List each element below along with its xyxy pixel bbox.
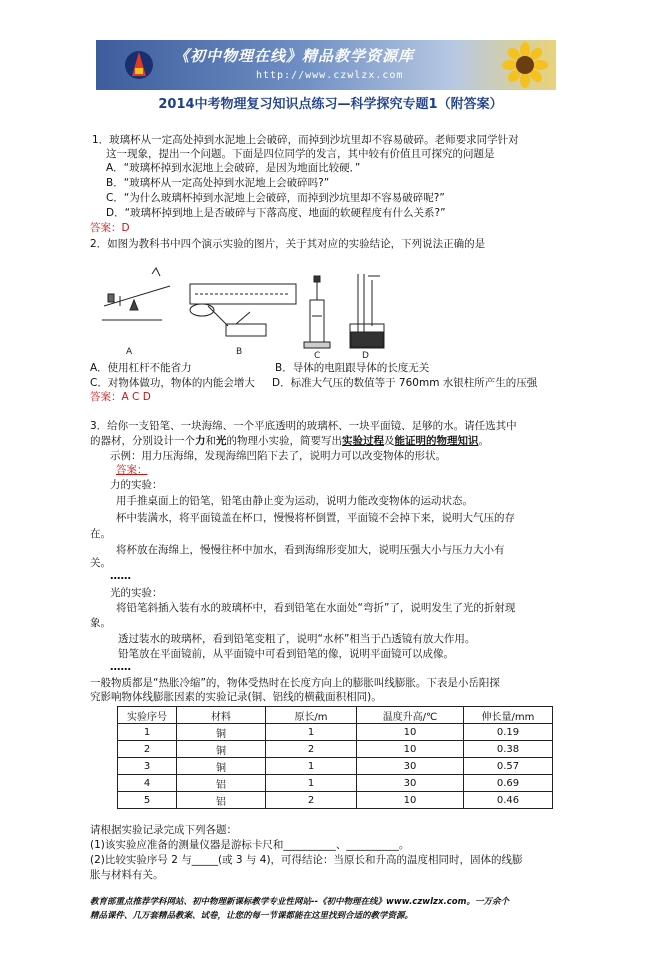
sunflower-icon	[502, 42, 548, 88]
table-cell: 2	[266, 792, 357, 809]
q3-force-2a: 杯中装满水，将平面镜盖在杯口，慢慢将杯倒置，平面镜不会掉下来，说明大气压的存	[116, 512, 515, 524]
figure-label-c: C	[314, 351, 321, 361]
table-cell: 铜	[177, 724, 266, 741]
table-cell: 2	[118, 741, 177, 758]
q2-answer: 答案：A C D	[90, 391, 151, 403]
table-cell: 0.19	[464, 724, 553, 741]
table-cell: 0.38	[464, 741, 553, 758]
q3-keyword-light: 光	[216, 435, 227, 447]
q2-option-a: A．使用杠杆不能省力	[90, 362, 192, 374]
figure-d-torricelli	[350, 274, 384, 348]
q3-example: 示例：用力压海绵，发现海绵凹陷下去了，说明力可以改变物体的形状。	[110, 450, 446, 462]
q4-stem-line1: 一般物质都是“热胀冷缩”的，物体受热时在长度方向上的膨胀叫线膨胀。下表是小岳阳探	[90, 677, 500, 689]
table-cell: 铝	[177, 792, 266, 809]
q3-stem-part5: 。	[478, 435, 489, 447]
table-header-row	[118, 707, 553, 724]
table-header-cell: 原长/m	[266, 707, 357, 724]
q3-light-ellipsis: ……	[110, 661, 131, 673]
table-row	[118, 724, 553, 741]
table-header-cell: 实验序号	[118, 707, 177, 724]
q1-option-c: C．“为什么玻璃杯掉到水泥地上会破碎，而掉到沙坑里却不容易破碎呢?”	[106, 192, 445, 204]
footer-line2: 精品课件、几万套精品教案、试卷，让您的每一节课都能在这里找到合适的教学资源。	[90, 911, 414, 921]
q3-force-heading: 力的实验：	[110, 479, 163, 491]
q2-stem: 2．如图为教科书中四个演示实验的图片，关于其对应的实验结论，下列说法正确的是	[90, 238, 486, 250]
q3-stem-part4: 及	[384, 435, 395, 447]
q1-stem-line1: 1．玻璃杯从一定高处掉到水泥地上会破碎，而掉到沙坑里却不容易破碎。老师要求同学针对	[92, 134, 519, 146]
footer-line1: 教育部重点推荐学科网站、初中物理新课标教学专业性网站--《初中物理在线》www.czwlzx.com。一万余个	[90, 897, 509, 907]
q3-light-3: 铅笔放在平面镜前，从平面镜中可看到铅笔的像，说明平面镜可以成像。	[118, 648, 454, 660]
logo-icon	[124, 46, 154, 84]
table-cell: 30	[357, 758, 464, 775]
table-header-cell: 伸长量/mm	[464, 707, 553, 724]
table-header-cell: 材料	[177, 707, 266, 724]
q3-force-ellipsis: ……	[110, 570, 131, 582]
q4-instruction: 请根据实验记录完成下列各题：	[90, 824, 237, 836]
table-cell: 0.46	[464, 792, 553, 809]
figure-label-b: B	[236, 347, 243, 357]
q4-part1: (1)该实验应准备的测量仪器是游标卡尺和__________、__________。	[90, 839, 410, 851]
q3-light-2: 透过装水的玻璃杯，看到铅笔变粗了，说明“水杯”相当于凸透镜有放大作用。	[118, 633, 476, 645]
figure-b-resistance	[190, 284, 296, 336]
table-cell: 3	[118, 758, 177, 775]
q3-force-1: 用手推桌面上的铅笔，铅笔由静止变为运动，说明力能改变物体的运动状态。	[116, 495, 473, 507]
q3-force-3b: 关。	[90, 557, 111, 569]
table-cell: 1	[266, 724, 357, 741]
document-title: 2014中考物理复习知识点练习—科学探究专题1（附答案）	[158, 97, 503, 112]
table-cell: 0.57	[464, 758, 553, 775]
q3-stem-line1: 3．给你一支铅笔、一块海绵、一个平底透明的玻璃杯、一块平面镜、足够的水。请任选其中	[90, 420, 517, 432]
table-cell: 5	[118, 792, 177, 809]
q1-answer: 答案：D	[90, 222, 130, 234]
q4-part2-line1: (2)比较实验序号 2 与_____(或 3 与 4)，可得结论：当原长和升高的温度相同时，固体的线膨	[90, 854, 523, 866]
q2-option-c: C．对物体做功，物体的内能会增大	[90, 377, 255, 389]
table-cell: 2	[266, 741, 357, 758]
figure-label-a: A	[126, 347, 133, 357]
figure-c-air-pump	[304, 276, 330, 348]
q4-part2-line2: 胀与材料有关。	[90, 869, 164, 881]
table-cell: 4	[118, 775, 177, 792]
page-footer	[90, 895, 590, 923]
table-row	[118, 758, 553, 775]
banner-title: 《初中物理在线》精品教学资源库	[174, 47, 415, 65]
q1-option-a: A．“玻璃杯掉到水泥地上会破碎，是因为地面比较硬．”	[106, 162, 361, 174]
q2-experiment-figures	[100, 266, 400, 362]
q1-option-b: B．“玻璃杯从一定高处掉到水泥地上会破碎吗?”	[106, 177, 330, 189]
q3-stem-part1: 的器材，分别设计一个	[90, 435, 195, 447]
q3-force-2b: 在。	[90, 528, 111, 540]
table-cell: 10	[357, 724, 464, 741]
table-cell: 铝	[177, 775, 266, 792]
q4-stem-line2: 究影响物体线膨胀因素的实验记录(铜、铝线的横截面积相同)。	[90, 691, 382, 703]
expansion-data-table	[117, 706, 553, 809]
table-row	[118, 741, 553, 758]
figure-a-lever	[102, 268, 170, 320]
table-cell: 铜	[177, 741, 266, 758]
table-header-cell: 温度升高/℃	[357, 707, 464, 724]
table-cell: 10	[357, 741, 464, 758]
q1-option-d: D．“玻璃杯掉到地上是否破碎与下落高度、地面的软硬程度有什么关系?”	[106, 207, 446, 219]
table-row	[118, 775, 553, 792]
table-cell: 30	[357, 775, 464, 792]
q3-stem-line2	[90, 435, 489, 448]
figure-label-d: D	[362, 351, 369, 361]
table-cell: 铜	[177, 758, 266, 775]
q3-keyword-process: 实验过程	[342, 435, 384, 447]
table-cell: 0.69	[464, 775, 553, 792]
q2-option-d: D．标准大气压的数值等于 760mm 水银柱所产生的压强	[272, 377, 538, 389]
q3-light-1a: 将铅笔斜插入装有水的玻璃杯中，看到铅笔在水面处“弯折”了，说明发生了光的折射现	[116, 602, 516, 614]
q3-light-heading: 光的实验：	[110, 587, 163, 599]
table-cell: 10	[357, 792, 464, 809]
site-banner	[96, 40, 556, 90]
table-cell: 1	[266, 775, 357, 792]
q1-stem-line2: 这一现象，提出一个问题。下面是四位同学的发言，其中较有价值且可探究的问题是	[106, 148, 495, 160]
table-cell: 1	[266, 758, 357, 775]
q2-option-b: B．导体的电阻跟导体的长度无关	[275, 362, 430, 374]
q3-answer-label: 答案：	[116, 464, 148, 476]
q3-stem-part2: 和	[205, 435, 216, 447]
banner-url: http://www.czwlzx.com	[256, 70, 404, 81]
table-cell: 1	[118, 724, 177, 741]
table-row	[118, 792, 553, 809]
q3-keyword-force: 力	[195, 435, 206, 447]
q3-force-3a: 将杯放在海绵上，慢慢往杯中加水，看到海绵形变加大，说明压强大小与压力大小有	[116, 544, 505, 556]
q3-keyword-knowledge: 能证明的物理知识	[394, 435, 479, 447]
q3-stem-part3: 的物理小实验，简要写出	[226, 435, 342, 447]
q3-light-1b: 象。	[90, 617, 111, 629]
